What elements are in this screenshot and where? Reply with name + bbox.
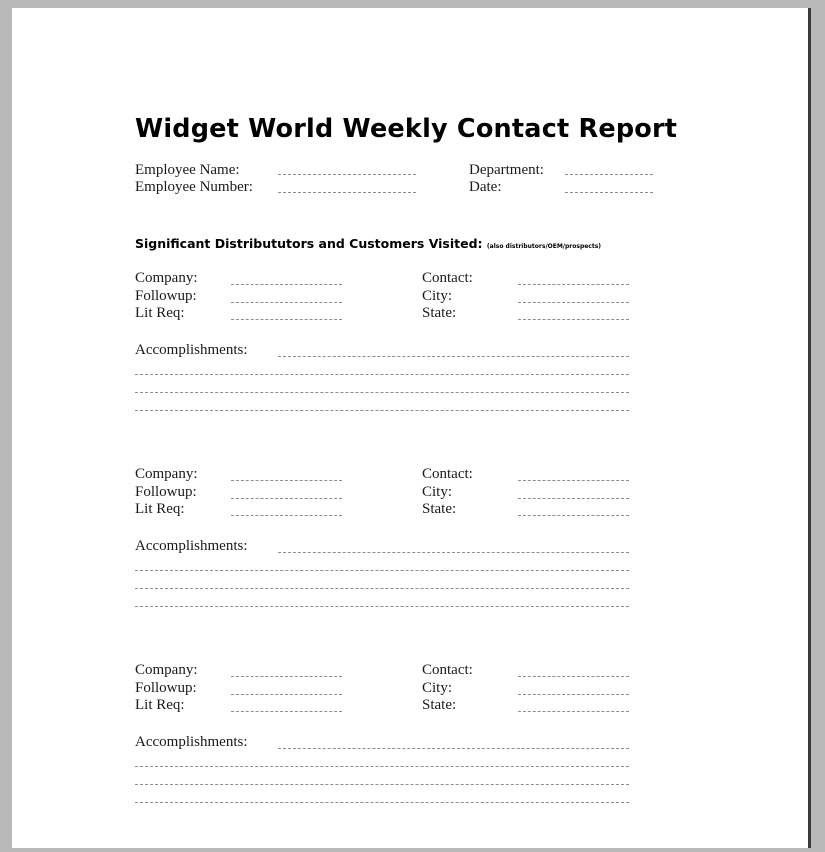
company-field[interactable] [231,284,342,285]
accomplishments-label: Accomplishments: [135,734,248,750]
lit-req-label: Lit Req: [135,305,185,321]
company-label: Company: [135,466,198,482]
date-label: Date: [469,179,502,195]
contact-label: Contact: [422,466,473,482]
company-label: Company: [135,270,198,286]
contact-block-3 [12,662,808,852]
lit-req-label: Lit Req: [135,697,185,713]
followup-field[interactable] [231,302,342,303]
employee-name-field[interactable] [278,174,416,175]
accomplishments-line[interactable] [135,784,629,785]
department-label: Department: [469,162,544,178]
accomplishments-field[interactable] [278,356,629,357]
accomplishments-line[interactable] [135,570,629,571]
followup-field[interactable] [231,694,342,695]
company-field[interactable] [231,676,342,677]
contact-block-2 [12,466,808,656]
contact-label: Contact: [422,662,473,678]
accomplishments-label: Accomplishments: [135,538,248,554]
accomplishments-line[interactable] [135,374,629,375]
contact-field[interactable] [518,480,629,481]
employee-name-label: Employee Name: [135,162,240,178]
section-heading-text: Significant Distribututors and Customers Visited: [135,236,483,251]
followup-label: Followup: [135,288,197,304]
accomplishments-field[interactable] [278,748,629,749]
section-heading-note: (also distributors/OEM/prospects) [486,243,602,250]
state-field[interactable] [518,319,629,320]
lit-req-label: Lit Req: [135,501,185,517]
accomplishments-line[interactable] [135,410,629,411]
city-label: City: [422,680,453,696]
contact-field[interactable] [518,284,629,285]
state-label: State: [422,501,457,517]
company-field[interactable] [231,480,342,481]
state-field[interactable] [518,711,629,712]
lit-req-field[interactable] [231,319,342,320]
date-field[interactable] [565,192,653,193]
page-title: Widget World Weekly Contact Report [135,114,678,144]
lit-req-field[interactable] [231,711,342,712]
accomplishments-field[interactable] [278,552,629,553]
section-heading [135,236,601,251]
city-field[interactable] [518,302,629,303]
lit-req-field[interactable] [231,515,342,516]
city-label: City: [422,484,453,500]
accomplishments-line[interactable] [135,766,629,767]
city-label: City: [422,288,453,304]
city-field[interactable] [518,694,629,695]
city-field[interactable] [518,498,629,499]
department-field[interactable] [565,174,653,175]
state-label: State: [422,697,457,713]
accomplishments-line[interactable] [135,588,629,589]
accomplishments-label: Accomplishments: [135,342,248,358]
followup-field[interactable] [231,498,342,499]
accomplishments-line[interactable] [135,802,629,803]
company-label: Company: [135,662,198,678]
state-field[interactable] [518,515,629,516]
employee-number-label: Employee Number: [135,179,253,195]
contact-field[interactable] [518,676,629,677]
followup-label: Followup: [135,484,197,500]
contact-label: Contact: [422,270,473,286]
state-label: State: [422,305,457,321]
followup-label: Followup: [135,680,197,696]
accomplishments-line[interactable] [135,392,629,393]
contact-block-1 [12,270,808,460]
accomplishments-line[interactable] [135,606,629,607]
employee-number-field[interactable] [278,192,416,193]
document-page [12,8,808,848]
